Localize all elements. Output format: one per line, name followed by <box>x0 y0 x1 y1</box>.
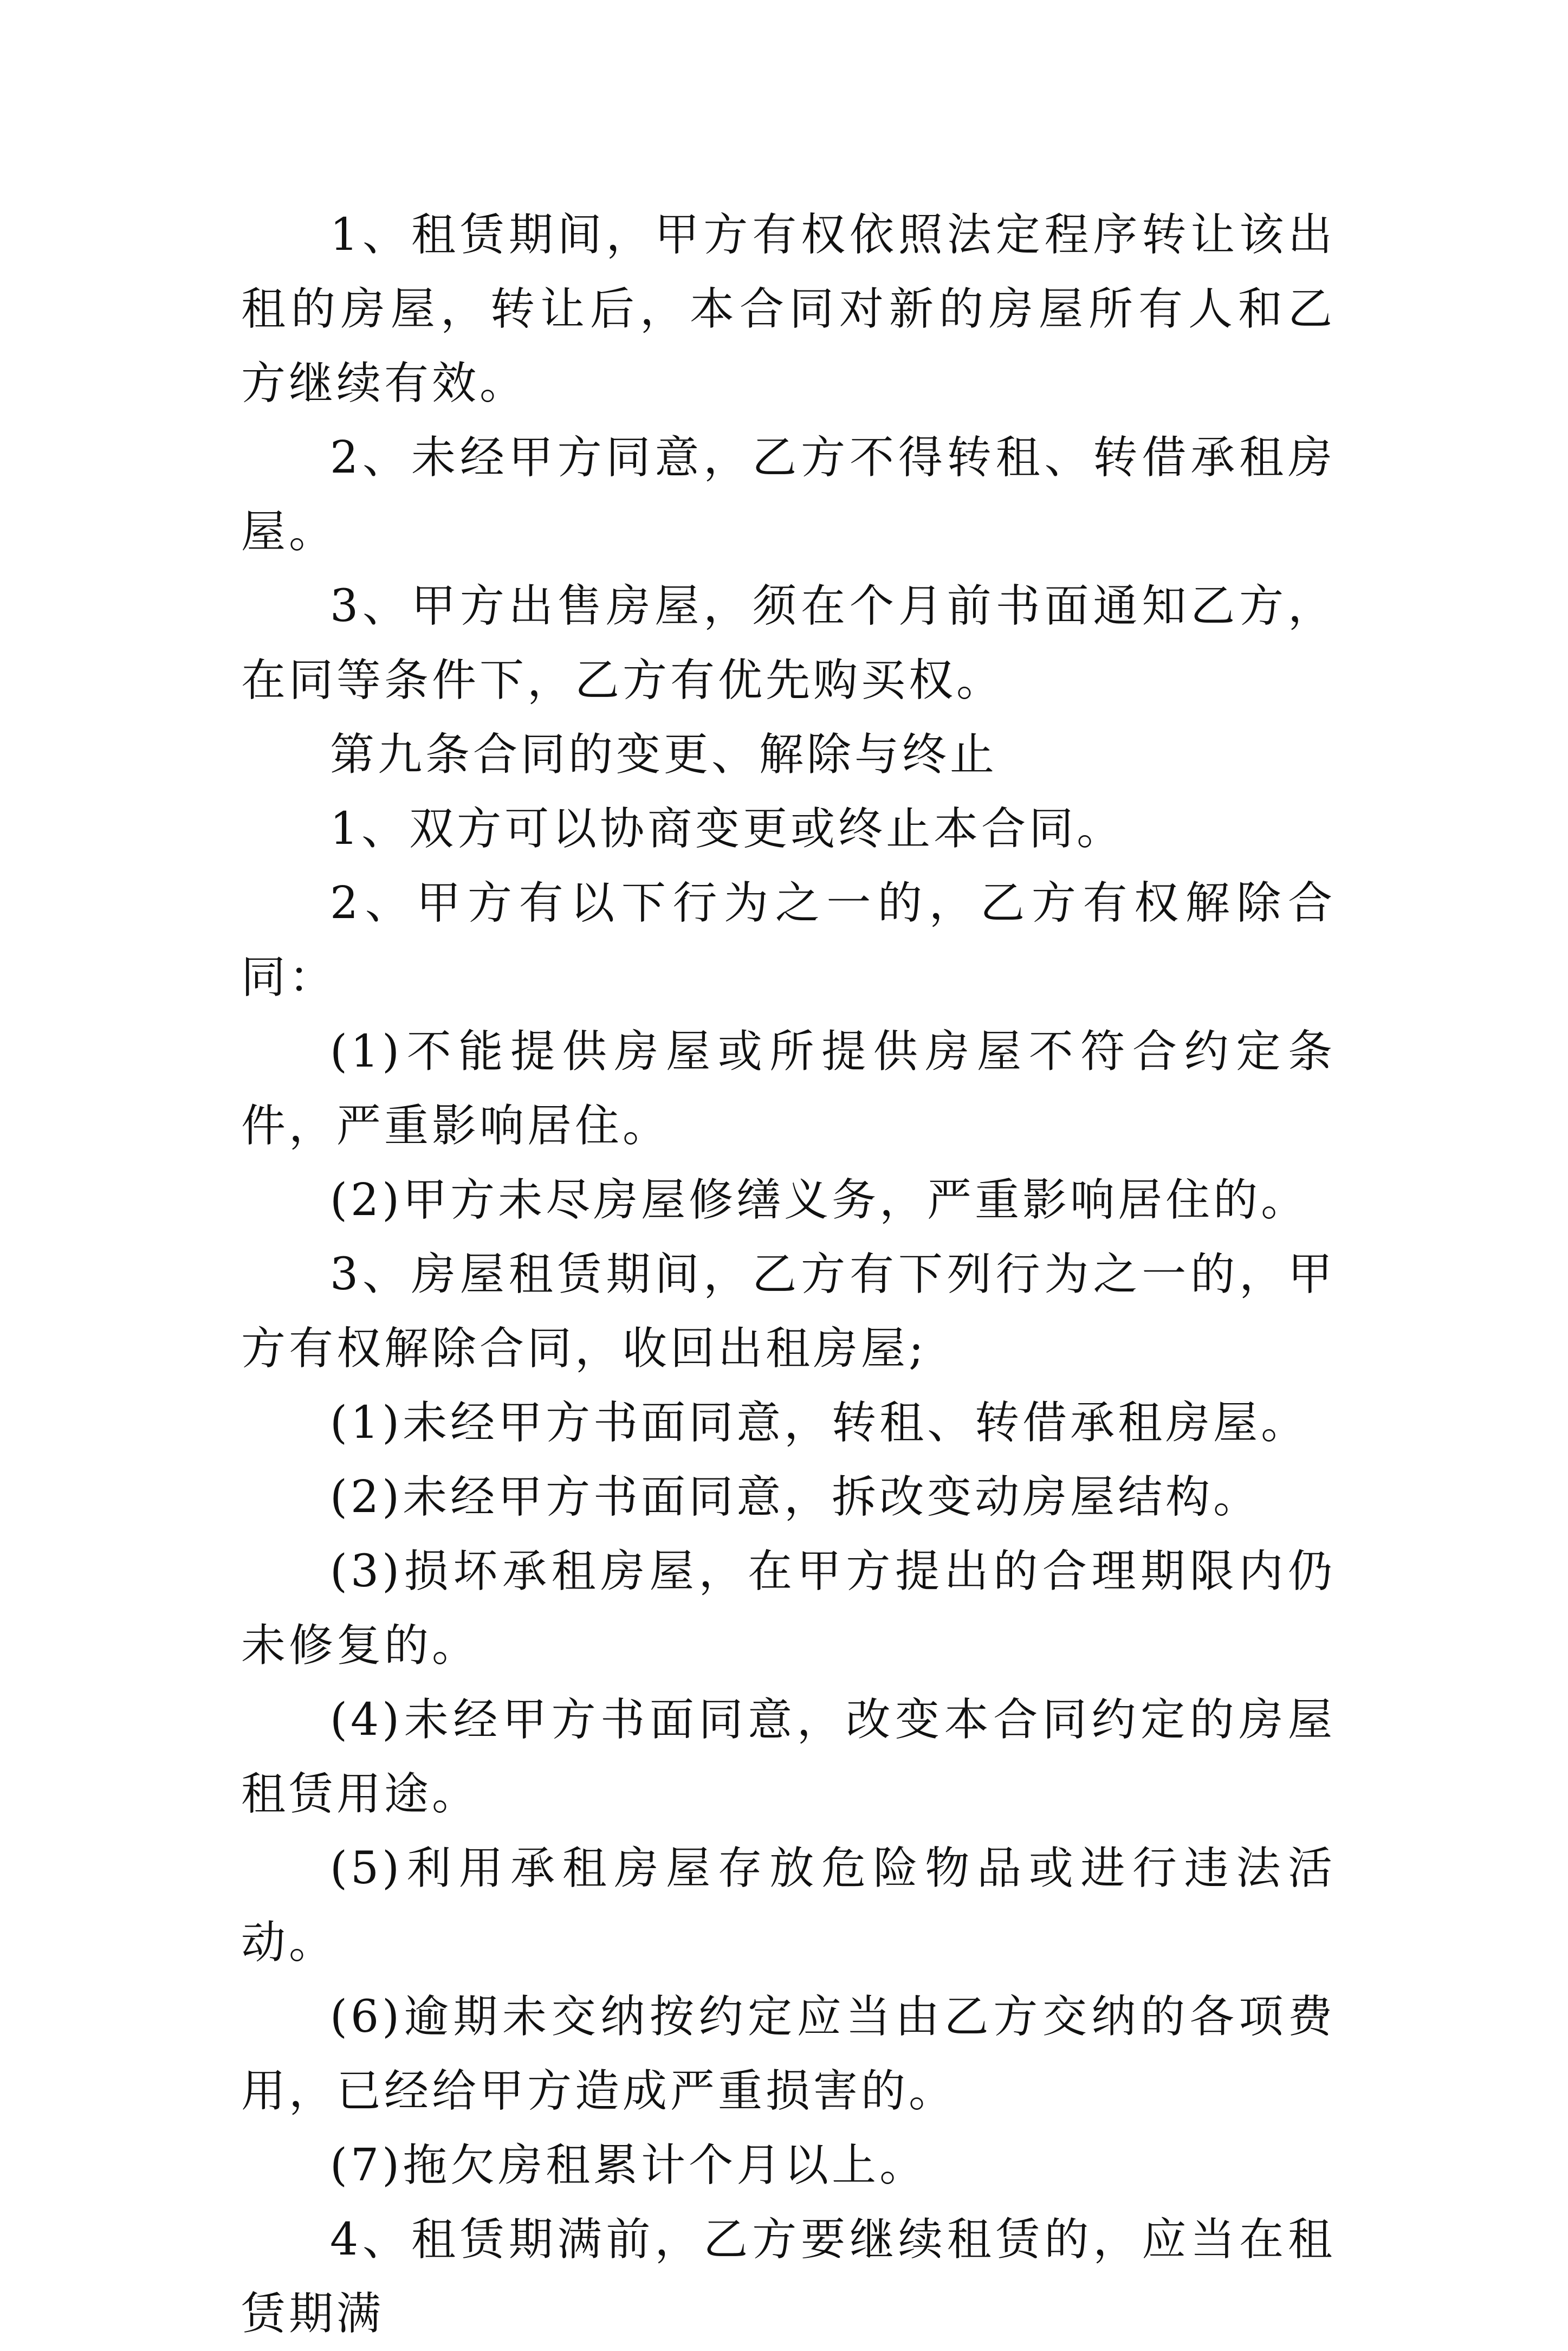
list-item: (2)甲方未尽房屋修缮义务，严重影响居住的。 <box>330 1174 1309 1226</box>
paragraph: 3、甲方出售房屋，须在个月前书面通知乙方，在同等条件下，乙方有优先购买权。 <box>241 580 1336 706</box>
document-body <box>241 198 1336 2351</box>
paragraph: 1、双方可以协商变更或终止本合同。 <box>330 803 1125 855</box>
list-item: (4)未经甲方书面同意，改变本合同约定的房屋租赁用途。 <box>241 1694 1336 1820</box>
paragraph: 4、租赁期满前，乙方要继续租赁的，应当在租赁期满 <box>241 2214 1336 2340</box>
paragraph: 3、房屋租赁期间，乙方有下列行为之一的，甲方有权解除合同，收回出租房屋; <box>241 1249 1336 1374</box>
list-item: (1)不能提供房屋或所提供房屋不符合约定条件，严重影响居住。 <box>241 1026 1336 1152</box>
list-item: (1)未经甲方书面同意，转租、转借承租房屋。 <box>330 1397 1309 1449</box>
list-item: (3)损坏承租房屋，在甲方提出的合理期限内仍未修复的。 <box>241 1546 1336 1671</box>
list-item: (7)拖欠房租累计个月以上。 <box>330 2140 928 2191</box>
list-item: (2)未经甲方书面同意，拆改变动房屋结构。 <box>330 1471 1261 1523</box>
paragraph: 1、租赁期间，甲方有权依照法定程序转让该出租的房屋，转让后，本合同对新的房屋所有人和乙方继续有效。 <box>241 209 1336 409</box>
paragraph: 2、未经甲方同意，乙方不得转租、转借承租房屋。 <box>241 432 1336 558</box>
list-item: (6)逾期未交纳按约定应当由乙方交纳的各项费用，已经给甲方造成严重损害的。 <box>241 1991 1336 2117</box>
list-item: (5)利用承租房屋存放危险物品或进行违法活动。 <box>241 1843 1336 1968</box>
paragraph: 2、甲方有以下行为之一的，乙方有权解除合同： <box>241 877 1336 1003</box>
section-heading: 第九条合同的变更、解除与终止 <box>330 729 998 780</box>
